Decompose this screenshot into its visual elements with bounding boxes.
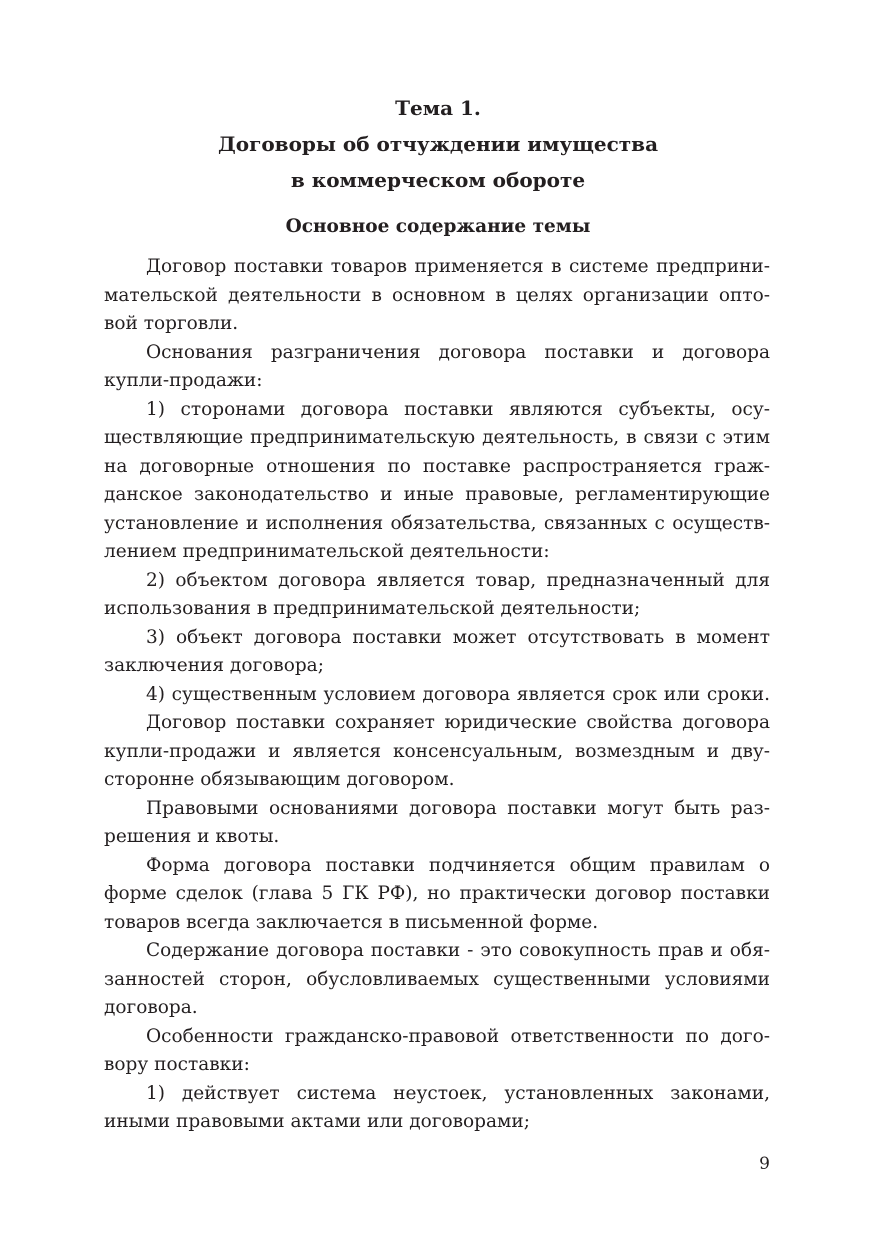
paragraph-line: Форма договора поставки подчиняется общим правилам о xyxy=(146,854,770,876)
paragraph-line: форме сделок (глава 5 ГК РФ), но практически договор поставки xyxy=(104,883,770,904)
paragraph xyxy=(104,253,770,339)
section-heading: Основное содержание темы xyxy=(285,216,591,237)
body-text xyxy=(104,253,770,1137)
paragraph-line: товаров всегда заключается в письменной форме. xyxy=(104,911,599,933)
paragraph-line: Содержание договора поставки - это совокупность прав и обя- xyxy=(146,940,770,961)
paragraph-line: иными правовыми актами или договорами; xyxy=(104,1111,530,1132)
page-number: 9 xyxy=(759,1154,770,1174)
paragraph-line: 3) объект договора поставки может отсутствовать в момент xyxy=(146,626,770,648)
list-item xyxy=(104,396,770,567)
paragraph-line: вору поставки: xyxy=(104,1054,250,1075)
paragraph xyxy=(104,339,770,396)
paragraph-line: Договор поставки товаров применяется в системе предприни- xyxy=(146,256,770,277)
chapter-heading xyxy=(105,90,771,198)
paragraph-line: на договорные отношения по поставке распространяется граж- xyxy=(104,455,770,477)
paragraph xyxy=(104,795,770,852)
list-item xyxy=(104,567,770,624)
paragraph-line: Основания разграничения договора поставки и договора xyxy=(146,341,770,363)
paragraph xyxy=(104,852,770,938)
chapter-number: Тема 1. xyxy=(395,96,481,120)
paragraph-line: 1) действует система неустоек, установленных законами, xyxy=(146,1082,770,1104)
paragraph-line: мательской деятельности в основном в целях организации опто- xyxy=(104,284,770,306)
paragraph-line: использования в предпринимательской деятельности; xyxy=(104,598,641,619)
paragraph-line: договора. xyxy=(104,997,198,1018)
paragraph-line: лением предпринимательской деятельности: xyxy=(104,541,550,562)
paragraph-line: ществляющие предпринимательскую деятельность, в связи с этим xyxy=(104,427,770,448)
paragraph-line: 2) объектом договора является товар, предназначенный для xyxy=(146,569,770,591)
list-item xyxy=(104,681,770,710)
paragraph-line: Особенности гражданско-правовой ответственности по дого- xyxy=(146,1025,770,1047)
paragraph-line: Правовыми основаниями договора поставки могут быть раз- xyxy=(146,797,770,819)
paragraph-line: купли-продажи: xyxy=(104,370,263,391)
paragraph-line: решения и квоты. xyxy=(104,826,280,847)
paragraph-line: сторонне обязывающим договором. xyxy=(104,769,455,790)
paragraph-line: Договор поставки сохраняет юридические свойства договора xyxy=(146,712,770,733)
paragraph-line: вой торговли. xyxy=(104,313,239,334)
paragraph xyxy=(104,1023,770,1080)
chapter-title-line-2: в коммерческом обороте xyxy=(290,168,586,192)
paragraph-line: заключения договора; xyxy=(104,655,324,676)
list-item xyxy=(104,1080,770,1137)
chapter-title-line-1: Договоры об отчуждении имущества xyxy=(217,132,659,156)
paragraph xyxy=(104,709,770,795)
paragraph-line: данское законодательство и иные правовые, регламентирующие xyxy=(104,484,770,505)
paragraph-line: 4) существенным условием договора является срок или сроки. xyxy=(146,683,770,705)
paragraph-line: 1) сторонами договора поставки являются субъекты, осу- xyxy=(146,398,770,420)
paragraph-line: установление и исполнения обязательства, связанных с осуществ- xyxy=(104,512,770,534)
list-item xyxy=(104,624,770,681)
paragraph-line: занностей сторон, обусловливаемых существенными условиями xyxy=(104,968,770,990)
paragraph-line: купли-продажи и является консенсуальным, возмездным и дву- xyxy=(104,740,770,762)
paragraph xyxy=(104,937,770,1023)
